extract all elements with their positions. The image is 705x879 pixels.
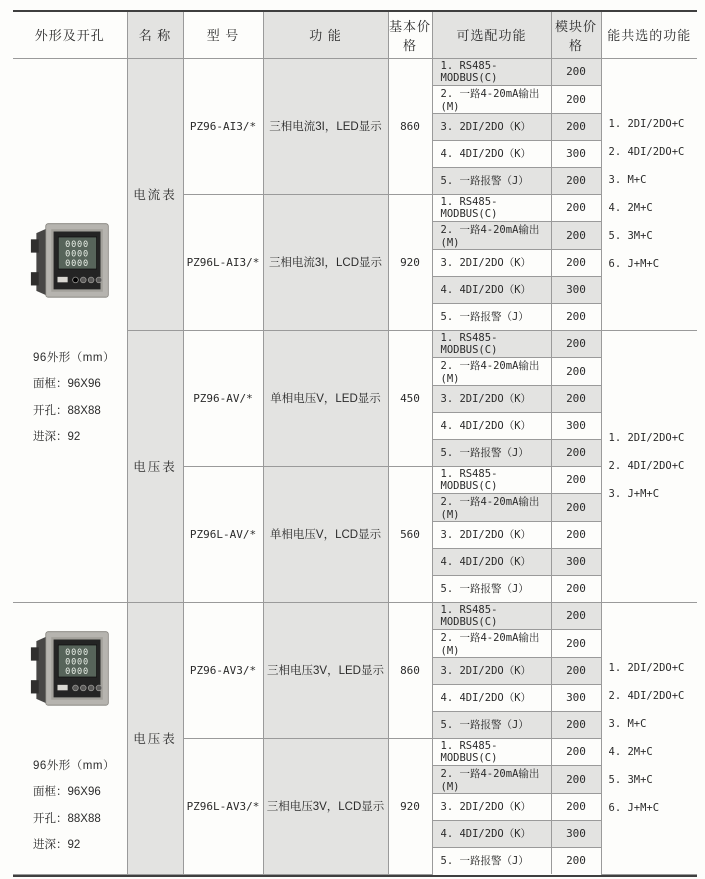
option-price-cell: 300 [551,276,601,303]
product-cell [13,602,127,874]
dimension-line: 面框：96X96 [33,378,101,390]
option-label-cell: 1. RS485-MODBUS(C) [432,602,551,629]
combinable-cell [601,330,697,602]
dimension-line: 面框：96X96 [33,786,101,798]
combinable-cell [601,58,697,330]
function-cell: 三相电压3V，LCD显示 [263,738,388,874]
option-label-cell: 4. 4DI/2DO（K） [432,820,551,847]
option-label-cell: 3. 2DI/2DO（K） [432,521,551,548]
option-label-cell: 3. 2DI/2DO（K） [432,793,551,820]
option-price-cell: 200 [551,602,601,629]
base-price-cell: 860 [388,602,432,738]
product-dimensions [33,753,127,859]
option-label-cell: 5. 一路报警（J） [432,439,551,466]
option-price-cell: 200 [551,357,601,385]
option-price-cell: 200 [551,113,601,140]
option-price-cell: 200 [551,466,601,493]
option-label-cell: 1. RS485-MODBUS(C) [432,466,551,493]
panel-meter-photo [13,622,127,723]
meter-display-row2: 0000 [64,657,89,668]
table-header-row [13,12,697,58]
option-price-cell: 300 [551,820,601,847]
combinable-item: 1. 2DI/2DO+C [608,662,685,674]
option-label-cell: 4. 4DI/2DO（K） [432,412,551,439]
option-price-cell: 200 [551,575,601,602]
combinable-item: 5. 3M+C [608,774,653,786]
header-combinable-functions: 能共选的功能 [601,12,697,58]
option-label-cell: 3. 2DI/2DO（K） [432,385,551,412]
option-price-cell: 300 [551,140,601,167]
function-cell: 三相电流3I，LED显示 [263,58,388,194]
model-cell: PZ96L-AV3/* [183,738,263,874]
option-price-cell: 200 [551,765,601,793]
option-price-cell: 200 [551,249,601,276]
option-label-cell: 1. RS485-MODBUS(C) [432,330,551,357]
option-label-cell: 5. 一路报警（J） [432,303,551,330]
table-row [13,58,697,85]
option-price-cell: 300 [551,548,601,575]
option-label-cell: 2. 一路4-20mA输出(M) [432,221,551,249]
function-cell: 单相电压V，LCD显示 [263,466,388,602]
header-model: 型 号 [183,12,263,58]
header-base-price: 基本价格 [388,12,432,58]
combinable-item: 3. M+C [608,174,647,186]
option-price-cell: 200 [551,303,601,330]
combinable-item: 4. 2M+C [608,202,653,214]
base-price-cell: 860 [388,58,432,194]
combinable-item: 2. 4DI/2DO+C [608,690,685,702]
option-label-cell: 3. 2DI/2DO（K） [432,249,551,276]
combinable-item: 2. 4DI/2DO+C [608,146,685,158]
meter-display-row1: 0000 [64,239,89,250]
option-label-cell: 2. 一路4-20mA输出(M) [432,629,551,657]
option-label-cell: 4. 4DI/2DO（K） [432,276,551,303]
option-label-cell: 4. 4DI/2DO（K） [432,140,551,167]
option-label-cell: 2. 一路4-20mA输出(M) [432,357,551,385]
header-shape-and-cutout: 外形及开孔 [13,12,127,58]
dimension-line: 进深：92 [33,839,81,851]
option-label-cell: 4. 4DI/2DO（K） [432,548,551,575]
combinable-cell [601,602,697,874]
option-label-cell: 5. 一路报警（J） [432,167,551,194]
option-price-cell: 200 [551,711,601,738]
base-price-cell: 560 [388,466,432,602]
header-module-price: 模块价格 [551,12,601,58]
panel-meter-image [27,622,113,718]
function-cell: 单相电压V，LED显示 [263,330,388,466]
base-price-cell: 450 [388,330,432,466]
combinable-item: 3. J+M+C [608,488,660,500]
combinable-item: 1. 2DI/2DO+C [608,432,685,444]
option-label-cell: 2. 一路4-20mA输出(M) [432,85,551,113]
dimension-title: 96外形（mm） [33,351,115,364]
option-price-cell: 200 [551,493,601,521]
combinable-item: 6. J+M+C [608,802,660,814]
option-price-cell: 200 [551,629,601,657]
meter-name-cell: 电压表 [127,330,183,602]
combinable-item: 2. 4DI/2DO+C [608,460,685,472]
meter-display-row2: 0000 [64,249,89,260]
dimension-line: 进深：92 [33,431,81,443]
option-label-cell: 4. 4DI/2DO（K） [432,684,551,711]
option-label-cell: 5. 一路报警（J） [432,711,551,738]
price-table [13,12,697,875]
option-label-cell: 5. 一路报警（J） [432,575,551,602]
dimension-line: 开孔：88X88 [33,812,101,825]
meter-display-row3: 0000 [64,258,89,269]
option-price-cell: 200 [551,385,601,412]
model-cell: PZ96L-AI3/* [183,194,263,330]
option-price-cell: 200 [551,439,601,466]
option-label-cell: 2. 一路4-20mA输出(M) [432,493,551,521]
function-cell: 三相电流3I，LCD显示 [263,194,388,330]
table-row [13,602,697,629]
header-function: 功 能 [263,12,388,58]
product-cell [13,58,127,602]
option-price-cell: 200 [551,847,601,874]
option-price-cell: 200 [551,793,601,820]
combinable-item: 5. 3M+C [608,230,653,242]
option-price-cell: 200 [551,521,601,548]
option-label-cell: 1. RS485-MODBUS(C) [432,194,551,221]
option-price-cell: 200 [551,738,601,765]
option-label-cell: 1. RS485-MODBUS(C) [432,738,551,765]
option-price-cell: 200 [551,221,601,249]
option-price-cell: 300 [551,684,601,711]
option-price-cell: 200 [551,85,601,113]
panel-meter-photo [13,214,127,315]
option-label-cell: 3. 2DI/2DO（K） [432,113,551,140]
option-price-cell: 200 [551,167,601,194]
option-price-cell: 200 [551,58,601,85]
meter-display-row3: 0000 [64,666,89,677]
panel-meter-image [27,214,113,310]
product-dimensions [33,345,127,451]
combinable-item: 3. M+C [608,718,647,730]
base-price-cell: 920 [388,194,432,330]
header-name: 名 称 [127,12,183,58]
option-label-cell: 3. 2DI/2DO（K） [432,657,551,684]
base-price-cell: 920 [388,738,432,874]
model-cell: PZ96L-AV/* [183,466,263,602]
dimension-title: 96外形（mm） [33,759,115,772]
combinable-item: 6. J+M+C [608,258,660,270]
option-price-cell: 200 [551,194,601,221]
option-price-cell: 200 [551,657,601,684]
model-cell: PZ96-AI3/* [183,58,263,194]
option-price-cell: 300 [551,412,601,439]
option-label-cell: 2. 一路4-20mA输出(M) [432,765,551,793]
meter-name-cell: 电流表 [127,58,183,330]
option-price-cell: 200 [551,330,601,357]
combinable-item: 1. 2DI/2DO+C [608,118,685,130]
combinable-item: 4. 2M+C [608,746,653,758]
price-table-wrapper [13,10,697,877]
option-label-cell: 1. RS485-MODBUS(C) [432,58,551,85]
model-cell: PZ96-AV/* [183,330,263,466]
dimension-line: 开孔：88X88 [33,404,101,417]
meter-name-cell: 电压表 [127,602,183,874]
model-cell: PZ96-AV3/* [183,602,263,738]
header-optional-functions: 可选配功能 [432,12,551,58]
meter-display-row1: 0000 [64,647,89,658]
function-cell: 三相电压3V，LED显示 [263,602,388,738]
option-label-cell: 5. 一路报警（J） [432,847,551,874]
